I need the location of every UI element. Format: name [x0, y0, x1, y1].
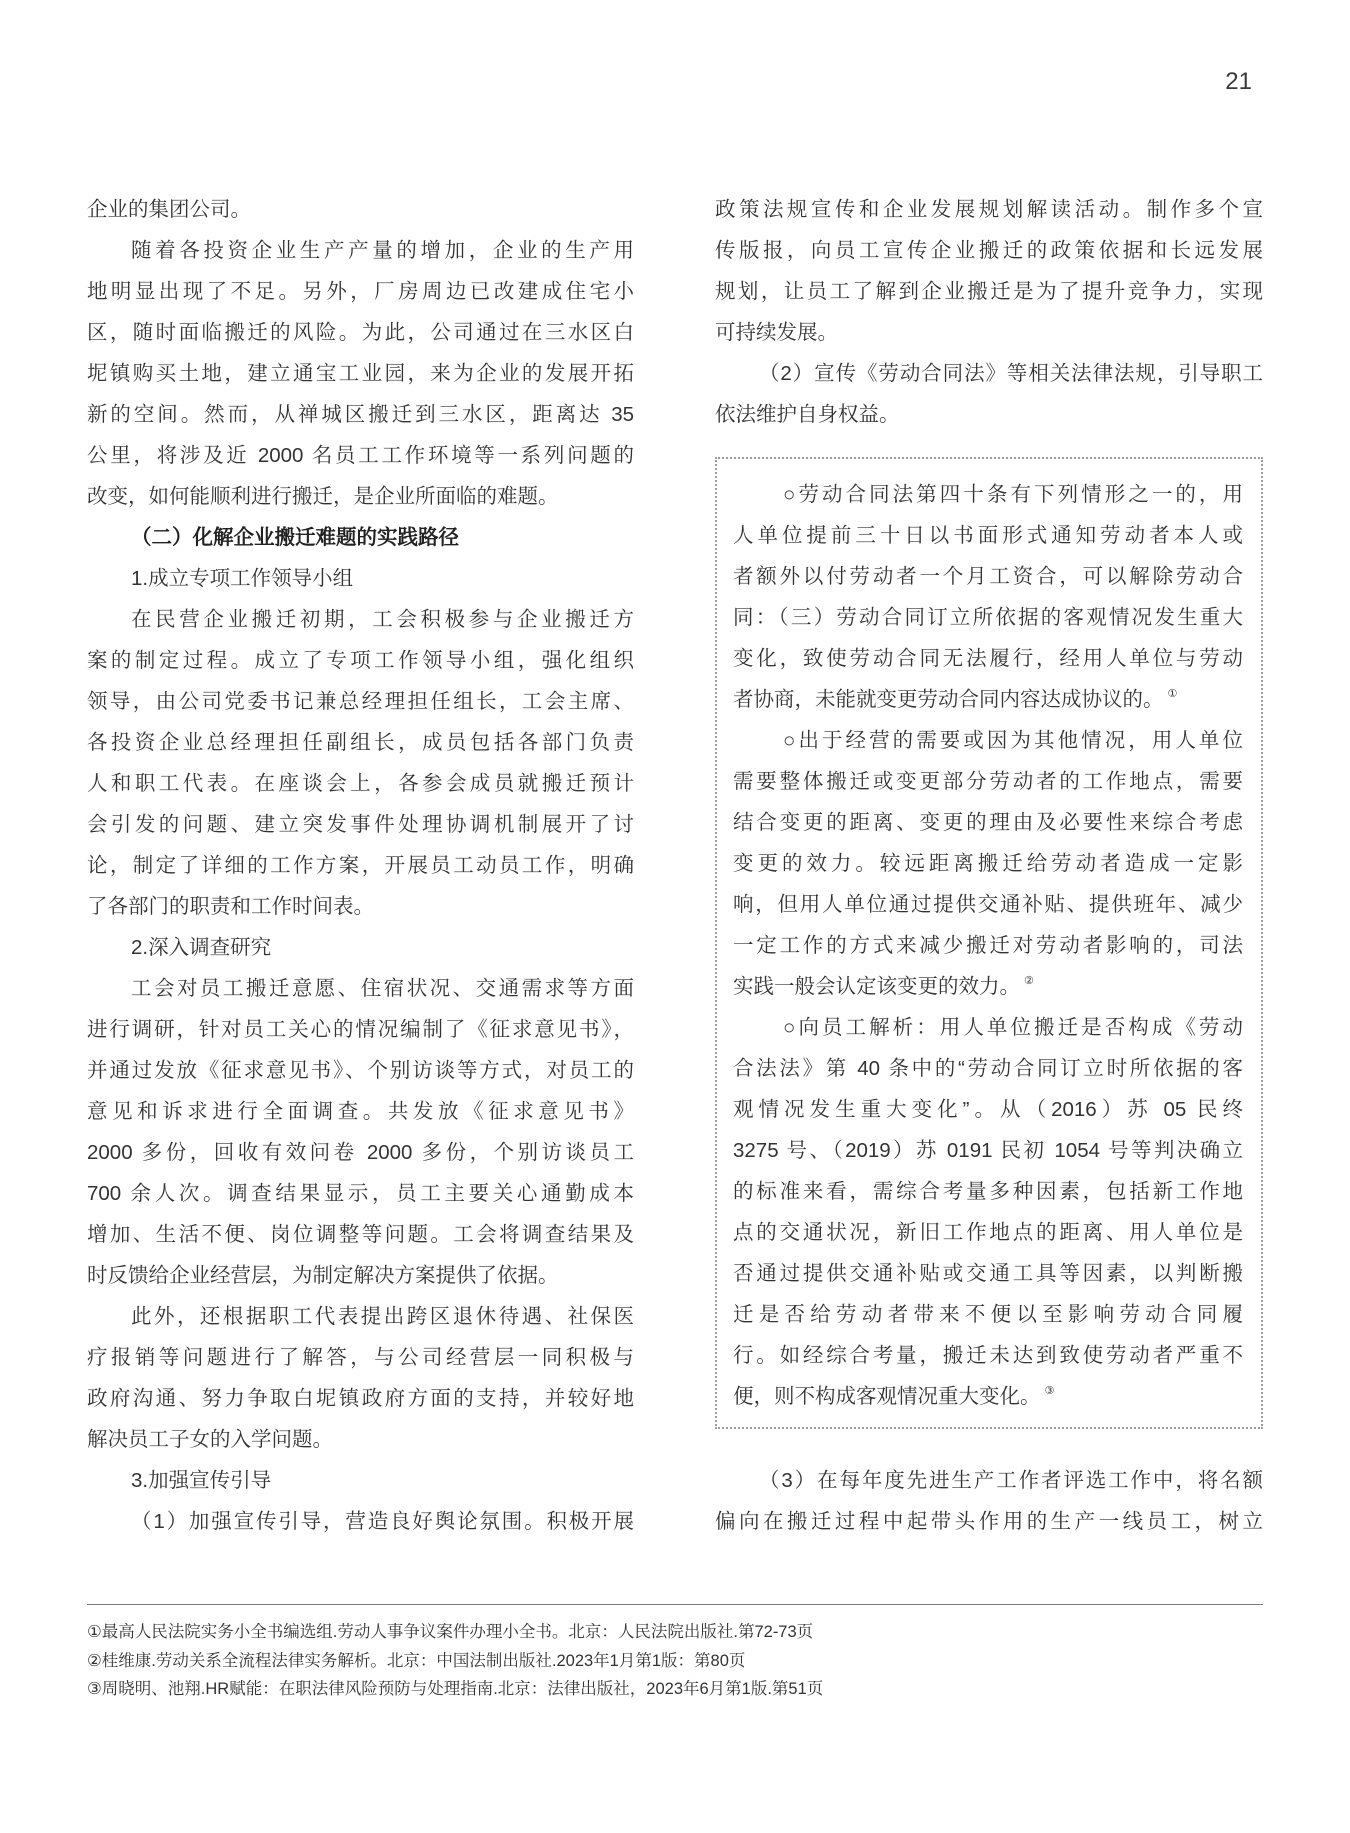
text-line: 进行调研，针对员工关心的情况编制了《征求意见书》， — [87, 1018, 634, 1041]
text-line: 案的制定过程。成立了专项工作领导小组，强化组织 — [87, 649, 634, 672]
text-line: 1.成立专项工作领导小组 — [131, 567, 354, 590]
text-line: 区，随时面临搬迁的风险。为此，公司通过在三水区白 — [87, 321, 634, 344]
right-column-top — [715, 189, 1263, 435]
footnote-item: ③周晓明、池翔.HR赋能：在职法律风险预防与处理指南.北京：法律出版社，2023年6月第1版.第51页 — [87, 1680, 824, 1698]
legal-reference-item — [733, 720, 1243, 1007]
text-line: 改变，如何能顺利进行搬迁，是企业所面临的难题。 — [87, 485, 559, 508]
text-line: 会引发的问题、建立突发事件处理协调机制展开了讨 — [87, 813, 634, 836]
text-line: 论，制定了详细的工作方案，开展员工动员工作，明确 — [87, 854, 634, 877]
footnote-list — [87, 1618, 1263, 1704]
text-line: 2.深入调查研究 — [131, 936, 272, 959]
text-line: 700 余人次。调查结果显示，员工主要关心通勤成本 — [87, 1182, 634, 1205]
body-paragraph — [87, 1501, 634, 1542]
text-line: 公里，将涉及近 2000 名员工工作环境等一系列问题的 — [87, 444, 634, 467]
text-line: 同：（三）劳动合同订立所依据的客观情况发生重大 — [733, 606, 1243, 629]
body-paragraph — [715, 353, 1263, 435]
text-line: ○向员工解析：用人单位搬迁是否构成《劳动 — [783, 1016, 1243, 1039]
section-heading — [87, 517, 634, 558]
text-line: 并通过发放《征求意见书》、个别访谈等方式，对员工的 — [87, 1059, 634, 1082]
text-line: （2）宣传《劳动合同法》等相关法律法规，引导职工 — [759, 362, 1263, 385]
text-line: 坭镇购买土地，建立通宝工业园，来为企业的发展开拓 — [87, 362, 634, 385]
text-line — [733, 1376, 1243, 1417]
body-paragraph — [715, 1460, 1263, 1542]
text-line: 行。如经综合考量，搬迁未达到致使劳动者严重不 — [733, 1344, 1243, 1367]
text-line: 在民营企业搬迁初期，工会积极参与企业搬迁方 — [131, 608, 634, 631]
text-line: 依法维护自身权益。 — [715, 403, 900, 426]
legal-reference-box — [715, 457, 1263, 1429]
body-paragraph — [715, 189, 1263, 353]
text-line: ○出于经营的需要或因为其他情况，用人单位 — [783, 729, 1243, 752]
text-line: （1）加强宣传引导，营造良好舆论氛围。积极开展 — [131, 1510, 634, 1533]
text-line: ○劳动合同法第四十条有下列情形之一的，用 — [783, 483, 1243, 506]
text-line: 工会对员工搬迁意愿、住宿状况、交通需求等方面 — [131, 977, 634, 1000]
text-line: 政策法规宣传和企业发展规划解读活动。制作多个宣 — [715, 198, 1263, 221]
text-line: 3275 号、（2019）苏 0191 民初 1054 号等判决确立 — [733, 1139, 1243, 1162]
text-line: 一定工作的方式来减少搬迁对劳动者影响的，司法 — [733, 934, 1243, 957]
text-line: 新的空间。然而，从禅城区搬迁到三水区，距离达 35 — [87, 403, 634, 426]
text-line: 各投资企业总经理担任副组长，成员包括各部门负责 — [87, 731, 634, 754]
text-line: 合法法》第 40 条中的“劳动合同订立时所依据的客 — [733, 1057, 1243, 1080]
text-line: （二）化解企业搬迁难题的实践路径 — [131, 526, 459, 549]
body-paragraph — [87, 189, 634, 230]
footnote-item: ①最高人民法院实务小全书编选组.劳动人事争议案件办理小全书。北京：人民法院出版社.第72-73页 — [87, 1623, 814, 1641]
footnote-item: ②桂维康.劳动关系全流程法律实务解析。北京：中国法制出版社.2023年1月第1版：第80页 — [87, 1651, 746, 1670]
text-line: 否通过提供交通补贴或交通工具等因素，以判断搬 — [733, 1262, 1243, 1285]
text-line — [733, 966, 1243, 1007]
text-line: 解决员工子女的入学问题。 — [87, 1428, 333, 1451]
text-line: 2000 多份，回收有效问卷 2000 多份，个别访谈员工 — [87, 1141, 634, 1164]
text-line: 的标准来看，需综合考量多种因素，包括新工作地 — [733, 1180, 1243, 1203]
text-line: 企业的集团公司。 — [87, 198, 251, 221]
text-line: 观情况发生重大变化”。从（2016）苏 05 民终 — [733, 1098, 1243, 1121]
legal-reference-item — [733, 474, 1243, 720]
text-line-content: 便，则不构成客观情况重大变化。 — [733, 1385, 1041, 1408]
text-line: 人单位提前三十日以书面形式通知劳动者本人或 — [733, 524, 1243, 547]
text-line: 需要整体搬迁或变更部分劳动者的工作地点，需要 — [733, 770, 1243, 793]
text-line: 领导，由公司党委书记兼总经理担任组长，工会主席、 — [87, 690, 634, 713]
body-paragraph — [87, 1296, 634, 1460]
text-line: 3.加强宣传引导 — [131, 1469, 272, 1492]
legal-reference-item — [733, 1007, 1243, 1417]
text-line: 随着各投资企业生产产量的增加，企业的生产用 — [131, 239, 634, 262]
text-line: 人和职工代表。在座谈会上，各参会成员就搬迁预计 — [87, 772, 634, 795]
right-column-bottom — [715, 1460, 1263, 1542]
text-line: 可持续发展。 — [715, 321, 838, 344]
text-line: 响，但用人单位通过提供交通补贴、提供班年、减少 — [733, 893, 1243, 916]
text-line: 变更的效力。较远距离搬迁给劳动者造成一定影 — [733, 852, 1243, 875]
text-line: 政府沟通、努力争取白坭镇政府方面的支持，并较好地 — [87, 1387, 634, 1410]
text-line-content: 者协商，未能就变更劳动合同内容达成协议的。 — [733, 688, 1164, 711]
page-number: 21 — [1225, 68, 1252, 95]
left-column — [87, 189, 634, 1542]
text-line: 传版报，向员工宣传企业搬迁的政策依据和长远发展 — [715, 239, 1263, 262]
subsection-heading — [87, 927, 634, 968]
text-line: 疗报销等问题进行了解答，与公司经营层一同积极与 — [87, 1346, 634, 1369]
text-line: 者额外以付劳动者一个月工资合，可以解除劳动合 — [733, 565, 1243, 588]
body-paragraph — [87, 599, 634, 927]
body-paragraph — [87, 968, 634, 1296]
text-line: （3）在每年度先进生产工作者评选工作中，将名额 — [759, 1469, 1263, 1492]
text-line: 规划，让员工了解到企业搬迁是为了提升竞争力，实现 — [715, 280, 1263, 303]
footnote-marker: ① — [1167, 687, 1178, 700]
text-line: 点的交通状况，新旧工作地点的距离、用人单位是 — [733, 1221, 1243, 1244]
footnote-marker: ② — [1024, 974, 1034, 987]
text-line: 偏向在搬迁过程中起带头作用的生产一线员工，树立 — [715, 1510, 1263, 1533]
text-line: 地明显出现了不足。另外，厂房周边已改建成住宅小 — [87, 280, 634, 303]
text-line: 变化，致使劳动合同无法履行，经用人单位与劳动 — [733, 647, 1243, 670]
subsection-heading — [87, 558, 634, 599]
footnote-separator — [87, 1604, 1263, 1605]
text-line — [733, 679, 1243, 720]
text-line: 增加、生活不便、岗位调整等问题。工会将调查结果及 — [87, 1223, 634, 1246]
footnote-marker: ③ — [1044, 1384, 1055, 1397]
text-line: 了各部门的职责和工作时间表。 — [87, 895, 374, 918]
text-line: 结合变更的距离、变更的理由及必要性来综合考虑 — [733, 811, 1243, 834]
text-line: 时反馈给企业经营层，为制定解决方案提供了依据。 — [87, 1264, 559, 1287]
text-line: 意见和诉求进行全面调查。共发放《征求意见书》 — [87, 1100, 634, 1123]
body-paragraph — [87, 230, 634, 517]
text-line: 迁是否给劳动者带来不便以至影响劳动合同履 — [733, 1303, 1243, 1326]
text-line-content: 实践一般会认定该变更的效力。 — [733, 975, 1020, 998]
subsection-heading — [87, 1460, 634, 1501]
text-line: 此外，还根据职工代表提出跨区退休待遇、社保医 — [131, 1305, 634, 1328]
